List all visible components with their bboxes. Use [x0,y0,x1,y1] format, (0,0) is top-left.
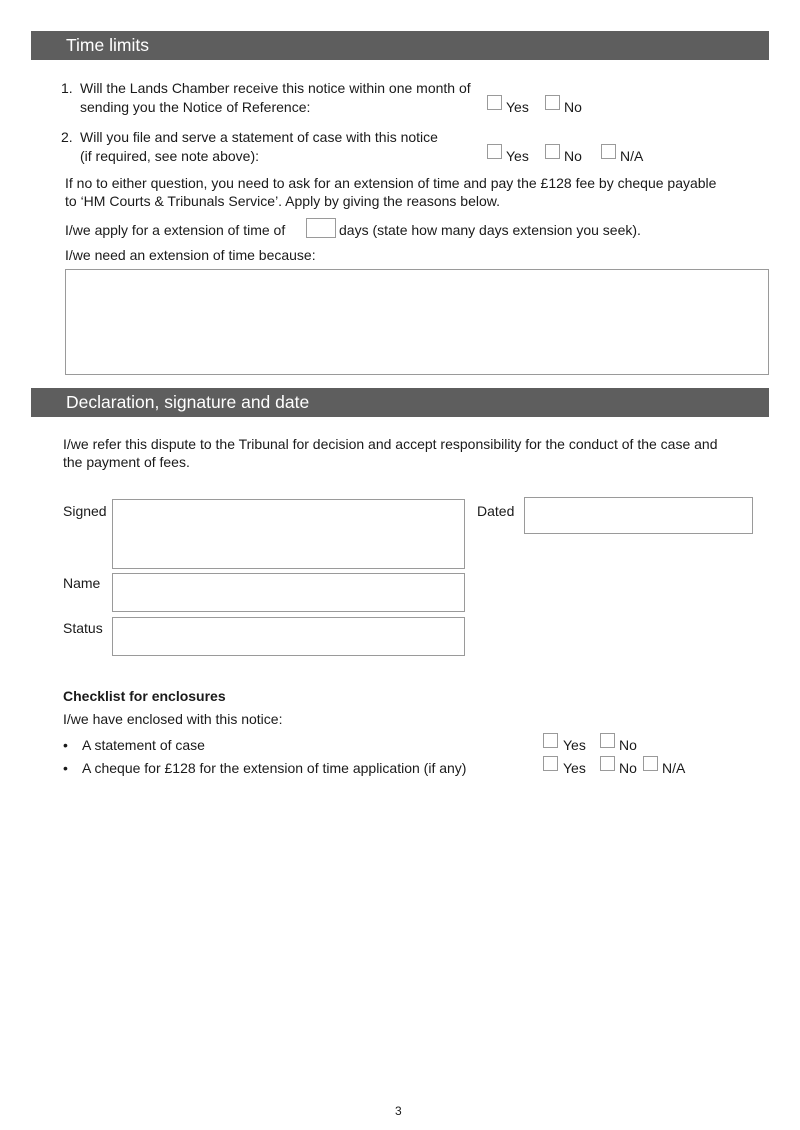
checklist-intro: I/we have enclosed with this notice: [63,711,283,727]
question-2-line-1: Will you file and serve a statement of case with this notice [80,129,438,145]
question-1-line-1: Will the Lands Chamber receive this notice within one month of [80,80,471,96]
bullet-icon: • [63,737,68,753]
extension-days-suffix: days (state how many days extension you seek). [339,222,641,238]
item1-yes-label: Yes [563,737,586,753]
q2-yes-label: Yes [506,148,529,164]
page-number: 3 [395,1104,402,1118]
declaration-paragraph-line-1: I/we refer this dispute to the Tribunal for decision and accept responsibility for the conduct of the case and [63,436,718,452]
question-1-line-2: sending you the Notice of Reference: [80,99,311,115]
q1-yes-label: Yes [506,99,529,115]
status-label: Status [63,620,103,636]
signed-label: Signed [63,503,107,519]
question-1-number: 1. [61,80,73,96]
extension-paragraph-line-1: If no to either question, you need to ask for an extension of time and pay the £128 fee by cheque payable [65,175,717,191]
item1-no-checkbox[interactable] [600,733,615,748]
question-2-line-2: (if required, see note above): [80,148,259,164]
date-field[interactable] [524,497,753,534]
q1-yes-checkbox[interactable] [487,95,502,110]
item1-yes-checkbox[interactable] [543,733,558,748]
item2-na-checkbox[interactable] [643,756,658,771]
question-2-number: 2. [61,129,73,145]
section-heading-declaration: Declaration, signature and date [31,388,769,417]
item2-yes-label: Yes [563,760,586,776]
item2-no-checkbox[interactable] [600,756,615,771]
dated-label: Dated [477,503,515,519]
signature-field[interactable] [112,499,465,569]
q1-no-label: No [564,99,582,115]
extension-reason-label: I/we need an extension of time because: [65,247,316,263]
item1-no-label: No [619,737,637,753]
bullet-icon: • [63,760,68,776]
name-field[interactable] [112,573,465,612]
q1-no-checkbox[interactable] [545,95,560,110]
q2-no-label: No [564,148,582,164]
checklist-item-cheque: A cheque for £128 for the extension of time application (if any) [82,760,467,776]
extension-paragraph-line-2: to ‘HM Courts & Tribunals Service’. Apply by giving the reasons below. [65,193,500,209]
q2-na-label: N/A [620,148,644,164]
item2-no-label: No [619,760,637,776]
item2-yes-checkbox[interactable] [543,756,558,771]
q2-na-checkbox[interactable] [601,144,616,159]
name-label: Name [63,575,101,591]
q2-no-checkbox[interactable] [545,144,560,159]
checklist-heading: Checklist for enclosures [63,688,226,704]
q2-yes-checkbox[interactable] [487,144,502,159]
checklist-item-statement: A statement of case [82,737,205,753]
item2-na-label: N/A [662,760,686,776]
status-field[interactable] [112,617,465,656]
declaration-paragraph-line-2: the payment of fees. [63,454,190,470]
extension-days-prefix: I/we apply for a extension of time of [65,222,286,238]
extension-reason-textarea[interactable] [65,269,769,375]
extension-days-input[interactable] [306,218,336,238]
section-heading-time-limits: Time limits [31,31,769,60]
